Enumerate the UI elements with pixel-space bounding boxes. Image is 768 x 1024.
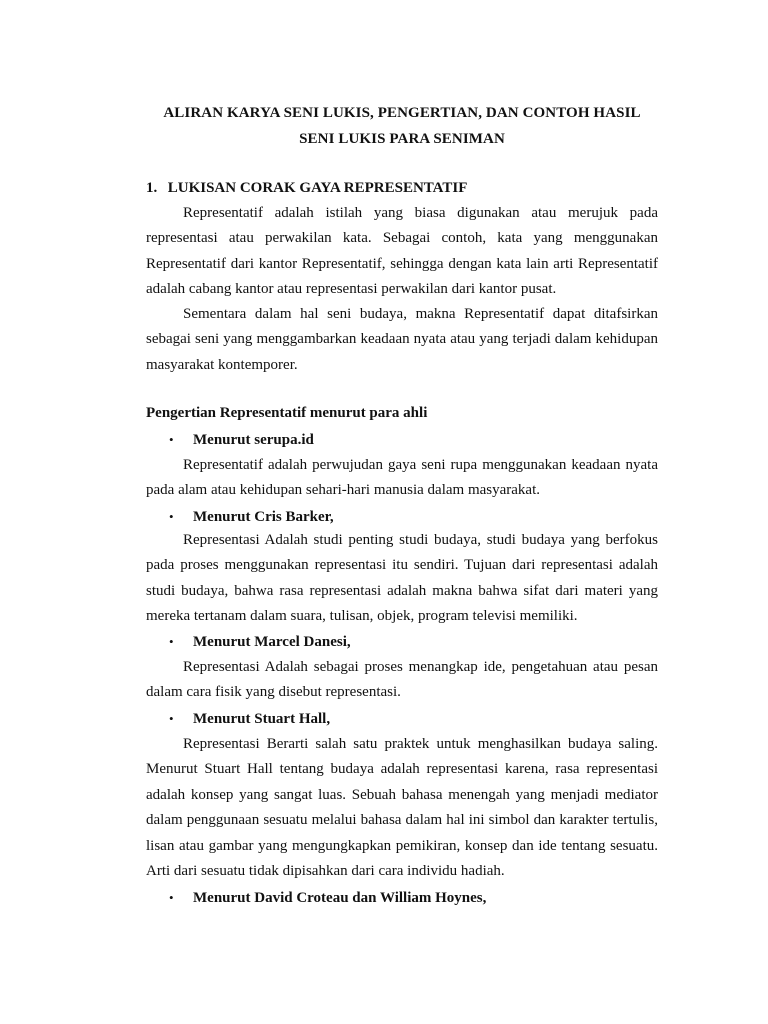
bullet-icon: • [169,634,174,649]
expert-label: Menurut Cris Barker, [193,509,334,525]
section-1-number: 1. [146,180,158,196]
expert-description: Representasi Berarti salah satu praktek untuk menghasilkan budaya saling. Menurut Stuart Hall tentang budaya adalah representasi karena, rasa representasi adalah konsep yang sangat luas. Sebuah bahasa menengah yang menjadi mediator dalam penggunaan sesuatu melalui bahasa dalam hal ini simbol dan karakter tertulis, lisan atau gambar yang mengungkapkan pemikiran, konsep dan ide tentang sesuatu. Arti dari sesuatu tidak dipisahkan dari cara individu hadiah. [146,736,658,880]
section-1-title: LUKISAN CORAK GAYA REPRESENTATIF [167,180,468,196]
expert-item-croteau-hoynes [169,888,486,908]
section-1-paragraph-1: Representatif adalah istilah yang biasa digunakan atau merujuk pada representasi atau perwakilan kata. Sebagai contoh, kata yang menggunakan Representatif dari kantor Representatif, sehingga dengan kata lain arti Representatif adalah cabang kantor atau representasi perwakilan dari kantor pusat. [146,205,658,298]
expert-label: Menurut Marcel Danesi, [193,634,351,650]
expert-label: Menurut David Croteau dan William Hoynes, [193,890,487,906]
document-title-line-2: SENI LUKIS PARA SENIMAN [299,131,505,147]
document-title-line-1: ALIRAN KARYA SENI LUKIS, PENGERTIAN, DAN CONTOH HASIL [163,105,641,121]
expert-item-stuart-hall [169,709,330,729]
expert-item-marcel-danesi [169,632,351,652]
expert-label: Menurut serupa.id [193,432,314,448]
bullet-icon: • [169,509,174,524]
expert-description: Representasi Adalah studi penting studi budaya, studi budaya yang berfokus pada proses menggunakan representasi itu sendiri. Tujuan dari representasi adalah studi budaya, bahwa rasa representasi adalah makna bahwa sifat dari materi yang mereka tertanam dalam suara, tulisan, objek, program televisi memiliki. [146,532,658,625]
expert-description: Representatif adalah perwujudan gaya seni rupa menggunakan keadaan nyata pada alam atau kehidupan sehari-hari manusia dalam masyarakat. [146,457,658,499]
experts-heading: Pengertian Representatif menurut para ahli [146,405,428,421]
section-1-paragraph-2: Sementara dalam hal seni budaya, makna Representatif dapat ditafsirkan sebagai seni yang menggambarkan keadaan nyata atau yang terjadi dalam kehidupan masyarakat kontemporer. [146,306,658,373]
expert-label: Menurut Stuart Hall, [193,711,331,727]
expert-item-cris-barker [169,507,334,527]
expert-description: Representasi Adalah sebagai proses menangkap ide, pengetahuan atau pesan dalam cara fisik yang disebut representasi. [146,659,658,701]
section-1-heading [146,178,467,198]
bullet-icon: • [169,432,174,447]
bullet-icon: • [169,890,174,905]
bullet-icon: • [169,711,174,726]
expert-item-serupa [169,430,314,450]
